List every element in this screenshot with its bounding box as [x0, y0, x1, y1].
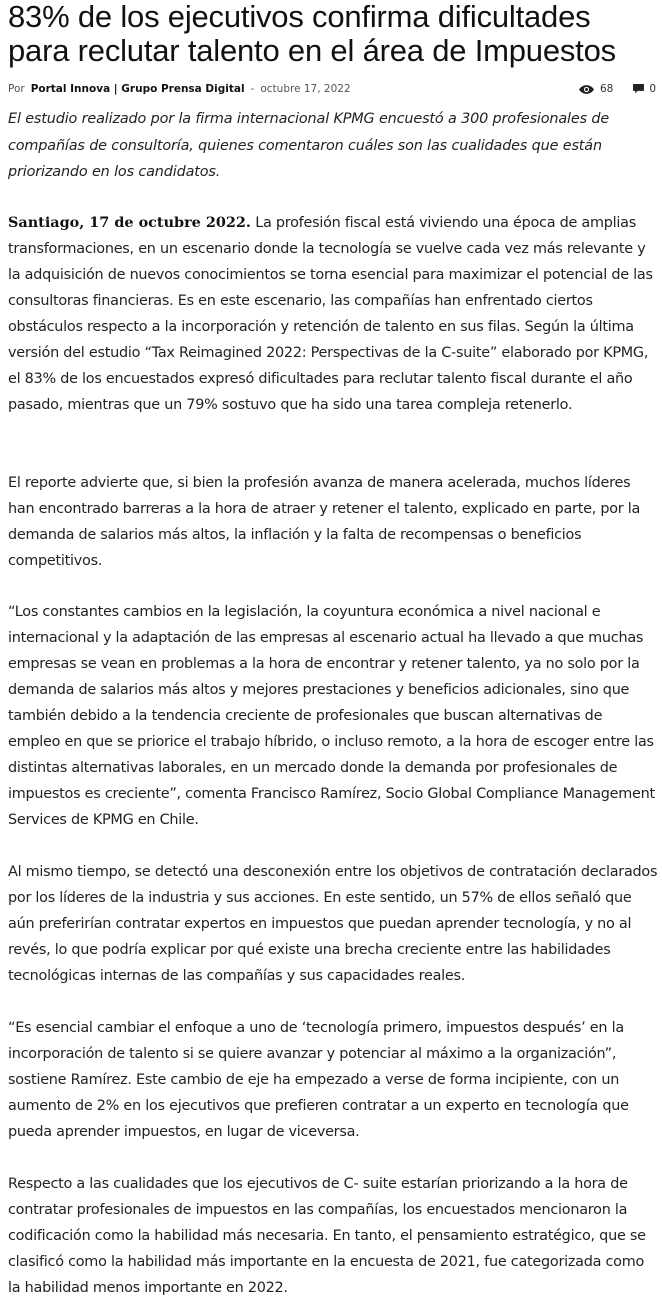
meta-separator: -: [250, 83, 255, 95]
article-paragraph-6: Respecto a las cualidades que los ejecutivos de C- suite estarían priorizando a la hora de contratar profesionales de impuestos en las compañías, los encuestados mencionaron la codificación como la habilidad más necesaria. En tanto, el pensamiento estratégico, que se clasificó como la habilidad más importante en la encuesta de 2021, fue categorizada como la habilidad menos importante en 2022.: [8, 1176, 646, 1296]
article-paragraph-1: [8, 210, 658, 418]
eye-icon: [579, 85, 594, 94]
by-label: Por: [8, 83, 25, 95]
article-paragraph-5: “Es esencial cambiar el enfoque a uno de ‘tecnología primero, impuestos después’ en la incorporación de talento si se quiere avanzar y potenciar al máximo a la organización”, sostiene Ramírez. Este cambio de eje ha empezado a verse de forma incipiente, con un aumento de 2% en los ejecutivos que prefieren contratar a un experto en tecnología que pueda aprender impuestos, en lugar de viceversa.: [8, 1020, 629, 1140]
comment-icon: [633, 84, 644, 94]
dateline: Santiago, 17 de octubre 2022.: [8, 214, 251, 231]
article-lead: El estudio realizado por la firma internacional KPMG encuestó a 300 profesionales de compañías de consultoría, quienes comentaron cuáles son las cualidades que están priorizando en los candidatos.: [8, 111, 610, 180]
paragraph-text: La profesión fiscal está viviendo una época de amplias transformaciones, en un escenario donde la tecnología se vuelve cada vez más relevante y la adquisición de nuevos conocimientos se torna esencial para maximizar el potencial de las consultoras financieras. Es en este escenario, las compañías han enfrentado ciertos obstáculos respecto a la incorporación y retención de talento en sus filas. Según la última versión del estudio “Tax Reimagined 2022: Perspectivas de la C-suite” elaborado por KPMG, el 83% de los encuestados expresó dificultades para reclutar talento fiscal durante el año pasado, mientras que un 79% sostuvo que ha sido una tarea compleja retenerlo.: [8, 215, 653, 413]
article-paragraph-2: El reporte advierte que, si bien la profesión avanza de manera acelerada, muchos líderes han encontrado barreras a la hora de atraer y retener el talento, explicado en parte, por la demanda de salarios más altos, la inflación y la falta de recompensas o beneficios competitivos.: [8, 475, 641, 569]
views-count: 68: [599, 83, 614, 95]
comments-counter[interactable]: [633, 83, 656, 95]
comments-count: 0: [649, 83, 656, 95]
article-title: 83% de los ejecutivos confirma dificultades para reclutar talento en el área de Impuestos: [8, 0, 616, 68]
author-link[interactable]: Portal Innova | Grupo Prensa Digital: [30, 83, 245, 95]
article-meta: [8, 80, 656, 98]
views-counter: [579, 83, 613, 95]
publish-date: octubre 17, 2022: [260, 83, 351, 95]
article-paragraph-3: “Los constantes cambios en la legislación, la coyuntura económica a nivel nacional e internacional y la adaptación de las empresas al escenario actual ha llevado a que muchas empresas se vean en problemas a la hora de encontrar y retener talento, ya no solo por la demanda de salarios más altos y mejores prestaciones y beneficios adicionales, sino que también debido a la tendencia creciente de profesionales que buscan alternativas de empleo en que se priorice el trabajo híbrido, o incluso remoto, a la hora de escoger entre las distintas alternativas laborales, en un mercado donde la demanda por profesionales de impuestos es creciente”, comenta Francisco Ramírez, Socio Global Compliance Management Services de KPMG en Chile.: [8, 604, 655, 828]
article-paragraph-4: Al mismo tiempo, se detectó una desconexión entre los objetivos de contratación declarados por los líderes de la industria y sus acciones. En este sentido, un 57% de ellos señaló que aún preferirían contratar expertos en impuestos que puedan aprender tecnología, y no al revés, lo que podría explicar por qué existe una brecha creciente entre las habilidades tecnológicas internas de las compañías y sus capacidades reales.: [8, 864, 658, 984]
